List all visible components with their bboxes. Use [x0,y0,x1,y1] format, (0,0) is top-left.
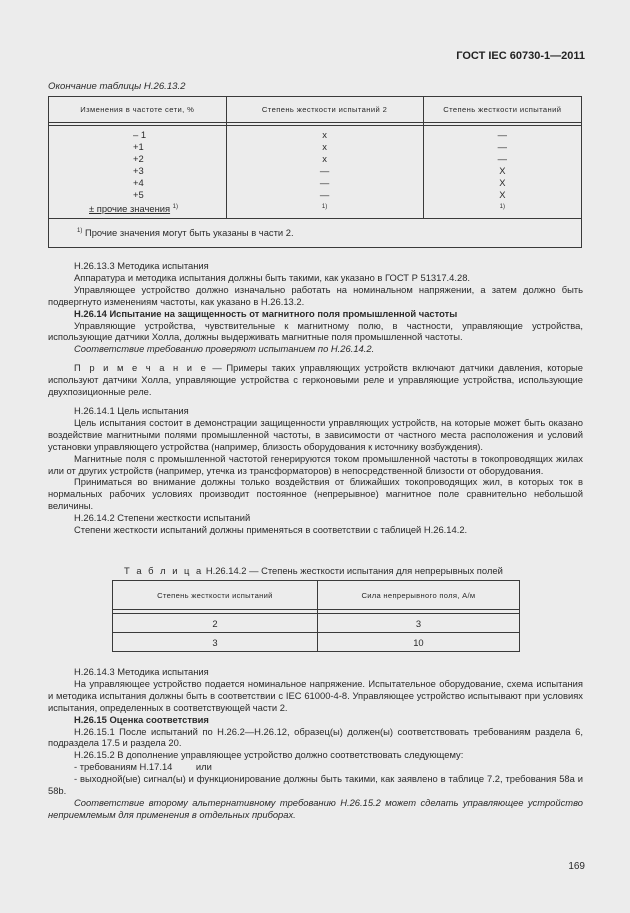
page-number: 169 [568,861,585,872]
table1-caption: Окончание таблицы Н.26.13.2 [48,81,186,92]
paragraph: Степени жесткости испытаний должны применяться в соответствии с таблицей Н.26.14.2. [74,524,468,536]
list-item: - требованиям Н.17.14 или [74,761,212,773]
paragraph: Соответствие второму альтернативному требованию Н.26.15.2 может сделать управляющее устройство неприемлемым для применения в отдельных приборах. [48,796,583,820]
table-cell: 3 [113,633,318,652]
table-cell: 3 [317,614,519,633]
table1-footnote: $^{1)}$ Прочие значения могут быть указаны в части 2. [49,219,582,248]
field-strength-table [112,580,520,652]
list-item: - выходной(ые) сигнал(ы) и функционирование должны быть такими, как заявлено в таблице 7.2, требования 58а и 58b. [48,773,583,797]
table-cell: +2 [133,153,144,164]
paragraph: Н.26.14.3 Методика испытания [74,666,209,677]
table-cell: — [497,129,507,140]
paragraph: Управляющие устройства, чувствительные к магнитному полю, в частности, управляющие устройства, использующие датчики Холла, должны выдерживать магнитные поля промышленной частоты. [48,319,583,343]
table-row [113,614,520,633]
table-cell: +4 [133,177,144,188]
table1-header-3: Степень жесткости испытаний [423,97,581,123]
table2-header-2: Сила непрерывного поля, А/м [317,581,519,610]
paragraph: Н.26.15.1 После испытаний по Н.26.2—Н.26.12, образец(ы) должен(ы) соответствовать требованиям раздела 6, подраздела 17.5 и раздела 20. [48,725,583,749]
footnote-ref: 1) [172,204,179,210]
table-row [113,633,520,652]
table-cell [424,201,581,215]
footnote-ref: 1) [499,204,505,210]
table2-caption: Т а б л и ц а Н.26.14.2 — Степень жесткости испытания для непрерывных полей [124,565,503,576]
table-cell-other [49,201,226,215]
paragraph: Н.26.13.3 Методика испытания [74,260,209,271]
table2-header-1: Степень жесткости испытаний [113,581,318,610]
body-section-2 [48,666,583,821]
table-cell [227,201,423,215]
table-cell: 10 [317,633,519,652]
table1-col1 [49,126,227,219]
table-cell: X [499,189,506,200]
paragraph: Аппаратура и методика испытания должны быть такими, как указано в ГОСТ Р 51317.4.28. [74,271,471,283]
paragraph: Н.26.14.2 Степени жесткости испытаний [74,512,251,524]
table-cell: – 1 [133,129,147,140]
paragraph: Соответствие требованию проверяют испытанием по Н.26.14.2. [74,343,375,355]
table-cell: — [497,141,507,152]
note: П р и м е ч а н и е — Примеры таких управляющих устройств включают датчики давления, которые используют датчики Холла, управляющие устройства с герконовыми реле и управляющие устройства, использующие двухпозиционные реле. [48,362,583,398]
paragraph: Управляющее устройство должно изначально работать на номинальном напряжении, а затем должно быть подвергнуто изменениям частоты, как указано в Н.26.13.2. [48,283,583,307]
paragraph: Цель испытания состоит в демонстрации защищенности управляющих устройств, на которые может быть оказано воздействие магнитными полями промышленной частоты, в зависимости от частного места расположения и условий установки управляющего устройства (например, близость оборудования к источнику возбуждения). [48,416,583,452]
footnote-ref: 1) [321,204,328,210]
table-cell: X [499,177,506,188]
table-cell: — [319,189,330,200]
table-cell: x [322,129,327,140]
table-cell: — [319,177,330,188]
paragraph: Приниматься во внимание должны только воздействия от ближайших токопроводящих жил, в которых ток в нормальных рабочих условиях производит постоянное (непрерывное) магнитное поле сравнительно небольшой величины. [48,476,583,512]
table-cell: x [322,153,327,164]
paragraph: Н.26.15.2 В дополнение управляющее устройство должно соответствовать следующему: [74,749,464,761]
other-values-label: ± прочие значения [89,203,171,215]
table-cell: 2 [113,614,318,633]
table1-col2 [226,126,423,219]
table-cell: +1 [133,141,144,152]
paragraph: На управляющее устройство подается номинальное напряжение. Испытательное оборудование, схема испытания и методика испытания должны быть в соответствии с IEC 61000-4-8. Управляющее устройство испытывают при условиях испытания, определенных в соответствующей части 2. [48,677,583,713]
standard-header: ГОСТ IEC 60730-1—2011 [456,50,585,62]
table1-header-1: Изменения в частоте сети, % [49,97,227,123]
table-cell: x [322,141,327,152]
table-cell: — [319,165,330,176]
section-heading: Н.26.14 Испытание на защищенность от магнитного поля промышленной частоты [74,307,458,319]
table1-col3 [423,126,581,219]
table-cell: +5 [133,189,144,200]
section-heading: Н.26.15 Оценка соответствия [74,713,209,725]
table1-header-2: Степень жесткости испытаний 2 [226,97,423,123]
table-cell: — [497,153,507,164]
paragraph: Магнитные поля с промышленной частотой генерируются током промышленной частоты в токопроводящих жилах или от других устройств (например, утечка из трансформаторов) в непосредственной близости от оборудования. [48,452,583,476]
paragraph: Н.26.14.1 Цель испытания [74,404,189,416]
frequency-table [48,96,582,248]
table-cell: +3 [133,165,144,176]
table-cell: X [499,165,506,176]
body-section-1 [48,260,583,536]
